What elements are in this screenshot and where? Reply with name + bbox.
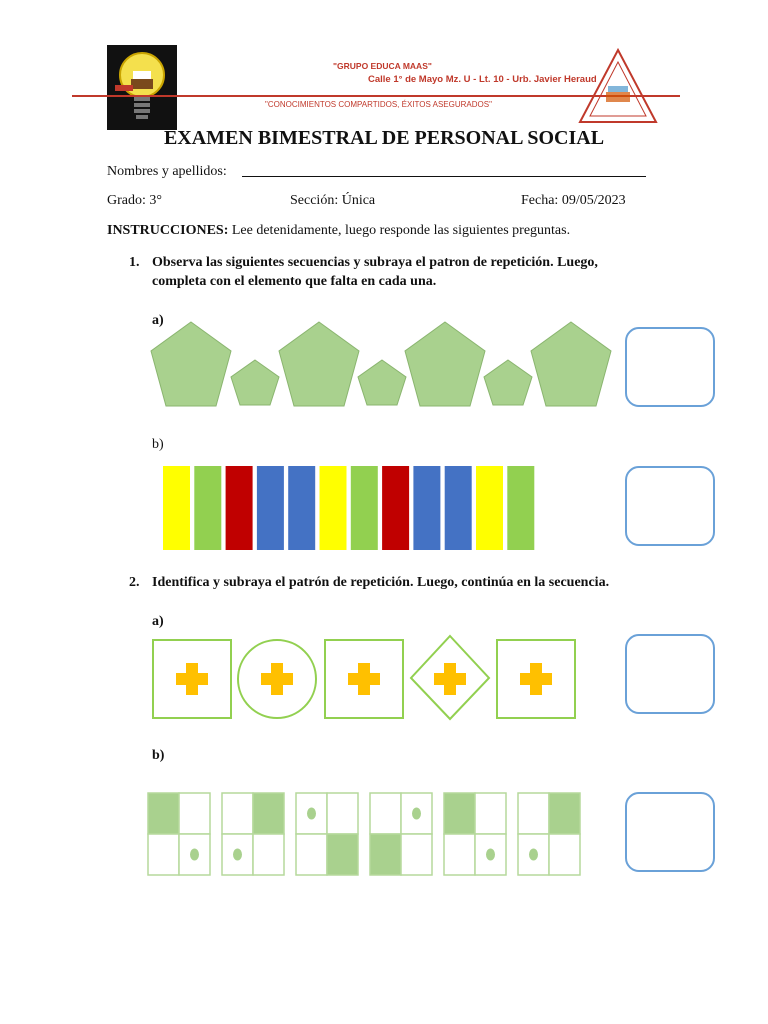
- dot: [307, 808, 316, 820]
- diamond-plus: [411, 636, 489, 719]
- empty-cell: [518, 793, 549, 834]
- question-1-number: 1.: [129, 255, 140, 270]
- small-pentagon: [484, 360, 532, 405]
- filled-cell: [370, 834, 401, 875]
- filled-cell: [253, 793, 284, 834]
- question-1-line1: Observa las siguientes secuencias y subraya el patron de repetición. Luego,: [152, 255, 598, 270]
- grid-tile: [222, 793, 284, 875]
- dot: [486, 849, 495, 861]
- green-bar: [194, 466, 221, 550]
- grid-tile: [148, 793, 210, 875]
- green-bar: [507, 466, 534, 550]
- blue-bar: [257, 466, 284, 550]
- grid-tile: [518, 793, 580, 875]
- date-text: Fecha: 09/05/2023: [521, 193, 626, 208]
- question-2-line1: Identifica y subraya el patrón de repetición. Luego, continúa en la secuencia.: [152, 575, 610, 590]
- grade-text: Grado: 3°: [107, 193, 162, 208]
- square-plus: [325, 640, 403, 718]
- filled-cell: [327, 834, 358, 875]
- blue-bar: [445, 466, 472, 550]
- empty-cell: [370, 793, 401, 834]
- empty-cell: [444, 834, 475, 875]
- school-name: "GRUPO EDUCA MAAS": [333, 61, 432, 71]
- red-bar: [382, 466, 409, 550]
- empty-cell: [401, 834, 432, 875]
- empty-cell: [296, 834, 327, 875]
- big-pentagon: [279, 322, 359, 406]
- big-pentagon: [531, 322, 611, 406]
- instructions: [107, 223, 570, 239]
- small-pentagon: [231, 360, 279, 405]
- blue-bar: [288, 466, 315, 550]
- empty-cell: [475, 793, 506, 834]
- filled-cell: [148, 793, 179, 834]
- dot: [233, 849, 242, 861]
- empty-cell: [222, 793, 253, 834]
- filled-cell: [444, 793, 475, 834]
- pentagon-sequence: [145, 315, 615, 415]
- question-2a-label: a): [152, 614, 164, 629]
- green-bar: [351, 466, 378, 550]
- question-2b-label: b): [152, 748, 165, 763]
- square-plus: [153, 640, 231, 718]
- answer-box-1b[interactable]: [625, 466, 715, 546]
- big-pentagon: [151, 322, 231, 406]
- school-logo-left: [107, 45, 177, 130]
- instructions-text: Lee detenidamente, luego responde las siguientes preguntas.: [231, 223, 571, 238]
- empty-cell: [148, 834, 179, 875]
- dot: [190, 849, 199, 861]
- name-label: Nombres y apellidos:: [107, 164, 227, 179]
- question-1-line2: completa con el elemento que falta en cada una.: [152, 274, 437, 289]
- dot: [529, 849, 538, 861]
- dot: [412, 808, 421, 820]
- exam-title: EXAMEN BIMESTRAL DE PERSONAL SOCIAL: [163, 127, 605, 149]
- color-bar-sequence: [163, 466, 553, 550]
- filled-cell: [549, 793, 580, 834]
- yellow-bar: [320, 466, 347, 550]
- school-seal: [578, 48, 658, 124]
- blue-bar: [413, 466, 440, 550]
- answer-box-1a[interactable]: [625, 327, 715, 407]
- triangle-seal-icon: [578, 48, 658, 124]
- yellow-bar: [163, 466, 190, 550]
- answer-box-2b[interactable]: [625, 792, 715, 872]
- answer-box-2a[interactable]: [625, 634, 715, 714]
- instructions-label: INSTRUCCIONES:: [107, 223, 229, 238]
- school-slogan: "CONOCIMIENTOS COMPARTIDOS, ÉXITOS ASEGURADOS": [265, 100, 492, 109]
- school-address: Calle 1° de Mayo Mz. U - Lt. 10 - Urb. Javier Heraud: [368, 74, 597, 85]
- empty-cell: [327, 793, 358, 834]
- name-field[interactable]: [242, 175, 646, 177]
- grid-sequence: [148, 791, 588, 876]
- lightbulb-book-icon: [107, 45, 177, 130]
- square-plus: [497, 640, 575, 718]
- small-pentagon: [358, 360, 406, 405]
- empty-cell: [549, 834, 580, 875]
- yellow-bar: [476, 466, 503, 550]
- question-1b-label: b): [152, 437, 164, 452]
- question-1a-label: a): [152, 313, 164, 328]
- section-text: Sección: Única: [290, 193, 376, 208]
- empty-cell: [253, 834, 284, 875]
- circle-plus: [238, 640, 316, 718]
- grid-tile: [370, 793, 432, 875]
- grid-tile: [296, 793, 358, 875]
- red-bar: [226, 466, 253, 550]
- plus-shape-sequence: [150, 636, 590, 721]
- empty-cell: [179, 793, 210, 834]
- grid-tile: [444, 793, 506, 875]
- big-pentagon: [405, 322, 485, 406]
- question-2-number: 2.: [129, 575, 140, 590]
